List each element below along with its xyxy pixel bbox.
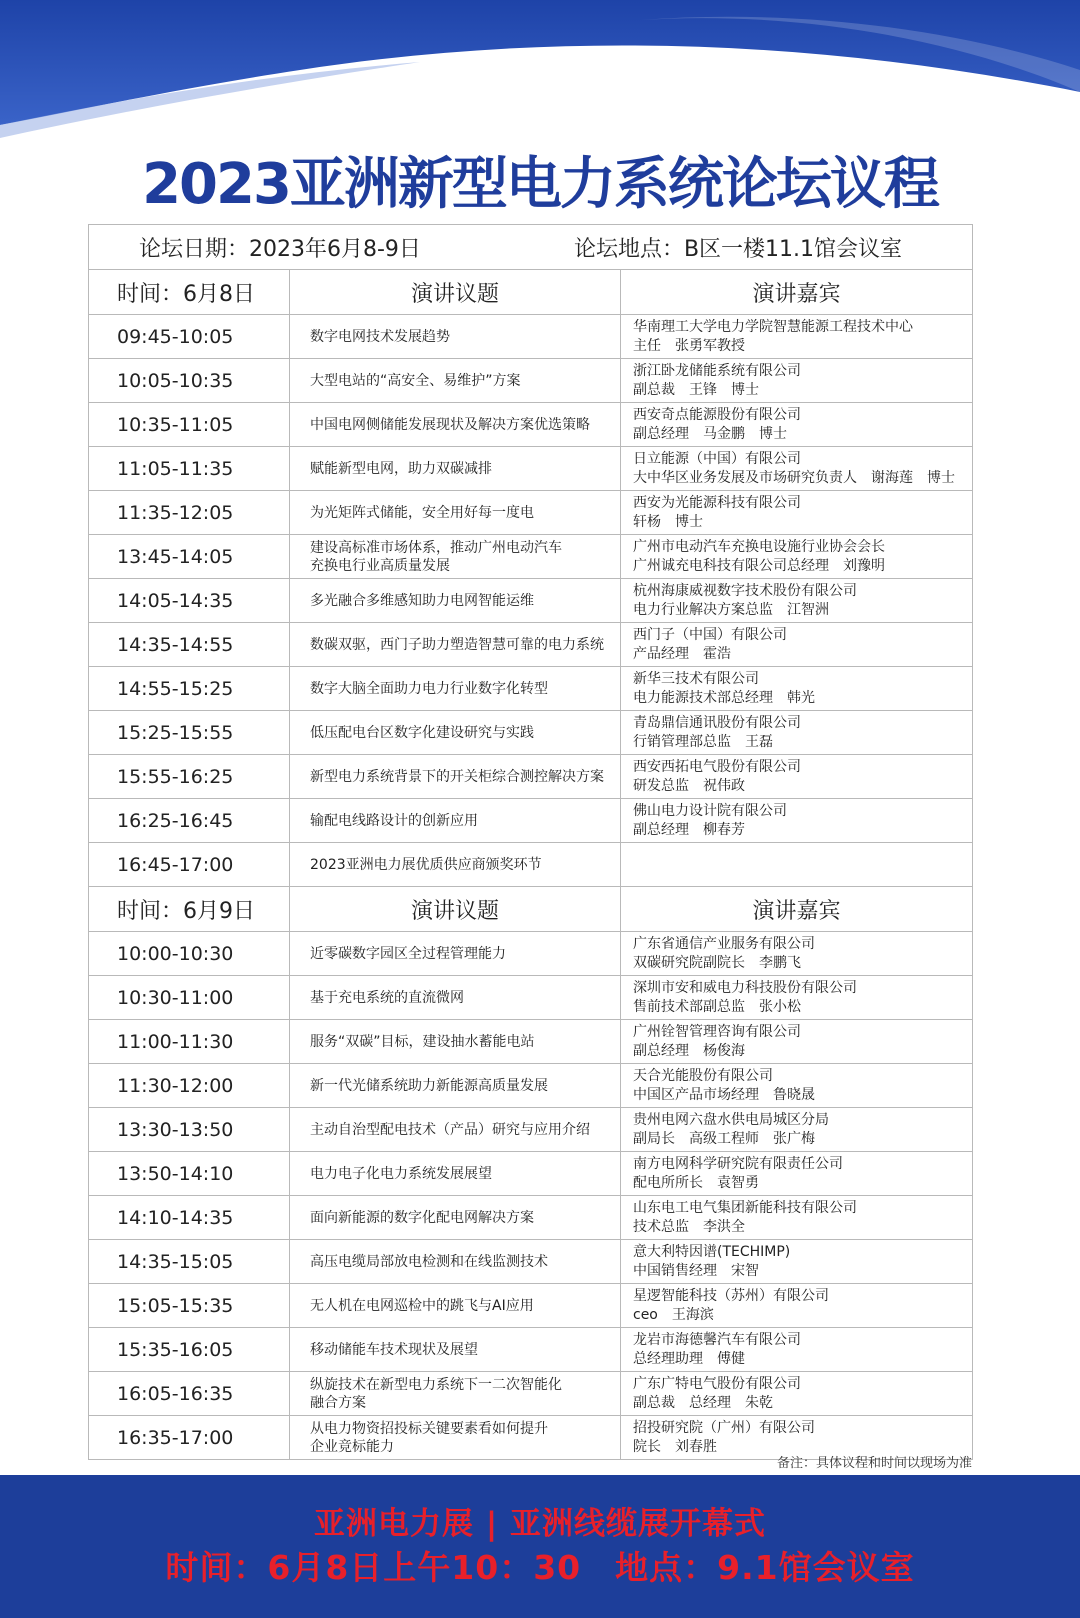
speaker-line: 副总经理 柳春芳 — [633, 821, 745, 838]
speaker-line: 副总裁 总经理 朱乾 — [633, 1394, 773, 1411]
agenda-row — [89, 976, 973, 1020]
topic-line: 中国电网侧储能发展现状及解决方案优选策略 — [310, 416, 590, 433]
session-topic — [290, 535, 621, 579]
session-topic — [290, 447, 621, 491]
topic-line: 低压配电台区数字化建设研究与实践 — [310, 724, 534, 741]
speaker-line: 青岛鼎信通讯股份有限公司 — [633, 714, 801, 731]
session-time: 14:05-14:35 — [89, 579, 290, 623]
topic-line: 电力电子化电力系统发展展望 — [310, 1165, 492, 1182]
speaker-line: 广东省通信产业服务有限公司 — [633, 935, 815, 952]
session-time: 13:45-14:05 — [89, 535, 290, 579]
session-time: 09:45-10:05 — [89, 315, 290, 359]
session-speaker — [621, 1372, 973, 1416]
session-time: 16:05-16:35 — [89, 1372, 290, 1416]
topic-line: 数字电网技术发展趋势 — [310, 328, 450, 345]
agenda-row — [89, 667, 973, 711]
speaker-line: 西门子（中国）有限公司 — [633, 626, 787, 643]
agenda-row — [89, 623, 973, 667]
session-time: 11:00-11:30 — [89, 1020, 290, 1064]
session-topic — [290, 1284, 621, 1328]
speaker-line: 行销管理部总监 王磊 — [633, 733, 773, 750]
day-time-header: 时间：6月8日 — [89, 270, 290, 315]
agenda-row — [89, 1152, 973, 1196]
speaker-line: 院长 刘春胜 — [633, 1438, 717, 1455]
speaker-line: 总经理助理 傅健 — [633, 1350, 745, 1367]
forum-info-row — [89, 225, 973, 270]
topic-line: 数碳双驱，西门子助力塑造智慧可靠的电力系统 — [310, 636, 604, 653]
session-speaker — [621, 932, 973, 976]
speaker-line: 广州诚充电科技有限公司总经理 刘豫明 — [633, 557, 885, 574]
session-speaker — [621, 1196, 973, 1240]
session-speaker — [621, 1064, 973, 1108]
session-time: 14:35-14:55 — [89, 623, 290, 667]
session-speaker — [621, 403, 973, 447]
session-topic — [290, 1108, 621, 1152]
session-speaker — [621, 976, 973, 1020]
topic-line: 数字大脑全面助力电力行业数字化转型 — [310, 680, 548, 697]
topic-line: 主动自治型配电技术（产品）研究与应用介绍 — [310, 1121, 590, 1138]
speaker-line: 龙岩市海德馨汽车有限公司 — [633, 1331, 801, 1348]
session-speaker — [621, 843, 973, 887]
speaker-line: 杭州海康威视数字技术股份有限公司 — [633, 582, 857, 599]
topic-line: 为光矩阵式储能，安全用好每一度电 — [310, 504, 534, 521]
session-speaker — [621, 711, 973, 755]
speaker-header: 演讲嘉宾 — [621, 270, 973, 315]
agenda-row — [89, 447, 973, 491]
session-speaker — [621, 1284, 973, 1328]
speaker-line: 广东广特电气股份有限公司 — [633, 1375, 801, 1392]
topic-line: 企业竞标能力 — [310, 1438, 394, 1455]
session-topic — [290, 932, 621, 976]
topic-line: 高压电缆局部放电检测和在线监测技术 — [310, 1253, 548, 1270]
agenda-row — [89, 579, 973, 623]
session-topic — [290, 711, 621, 755]
speaker-line: 日立能源（中国）有限公司 — [633, 450, 801, 467]
session-topic — [290, 1064, 621, 1108]
session-time: 15:55-16:25 — [89, 755, 290, 799]
day-header-row — [89, 887, 973, 932]
topic-line: 新一代光储系统助力新能源高质量发展 — [310, 1077, 548, 1094]
session-topic — [290, 579, 621, 623]
session-time: 11:05-11:35 — [89, 447, 290, 491]
topic-line: 赋能新型电网，助力双碳减排 — [310, 460, 492, 477]
agenda-row — [89, 359, 973, 403]
agenda-row — [89, 315, 973, 359]
session-topic — [290, 1372, 621, 1416]
session-topic — [290, 359, 621, 403]
agenda-row — [89, 491, 973, 535]
speaker-line: 电力行业解决方案总监 江智洲 — [633, 601, 829, 618]
session-topic — [290, 1328, 621, 1372]
speaker-header: 演讲嘉宾 — [621, 887, 973, 932]
session-speaker — [621, 1020, 973, 1064]
session-speaker — [621, 755, 973, 799]
session-topic — [290, 1416, 621, 1460]
speaker-line: 研发总监 祝伟政 — [633, 777, 745, 794]
session-speaker — [621, 799, 973, 843]
speaker-line: 双碳研究院副院长 李鹏飞 — [633, 954, 801, 971]
topic-line: 面向新能源的数字化配电网解决方案 — [310, 1209, 534, 1226]
session-topic — [290, 315, 621, 359]
topic-line: 充换电行业高质量发展 — [310, 557, 450, 574]
agenda-row — [89, 403, 973, 447]
session-topic — [290, 799, 621, 843]
opening-ceremony-title: 亚洲电力展 | 亚洲线缆展开幕式 — [314, 1506, 766, 1542]
session-topic — [290, 403, 621, 447]
speaker-line: 产品经理 霍浩 — [633, 645, 731, 662]
session-time: 11:30-12:00 — [89, 1064, 290, 1108]
opening-ceremony-details: 时间：6月8日上午10：30 地点：9.1馆会议室 — [165, 1548, 915, 1587]
session-speaker — [621, 491, 973, 535]
forum-date: 论坛日期：2023年6月8-9日 — [139, 236, 421, 262]
session-speaker — [621, 1152, 973, 1196]
agenda-row — [89, 843, 973, 887]
speaker-line: 售前技术部副总监 张小松 — [633, 998, 801, 1015]
speaker-line: 主任 张勇军教授 — [633, 337, 745, 354]
topic-header: 演讲议题 — [290, 270, 621, 315]
session-topic — [290, 1152, 621, 1196]
speaker-line: 电力能源技术部总经理 韩光 — [633, 689, 815, 706]
speaker-line: ceo 王海滨 — [633, 1306, 714, 1323]
agenda-row — [89, 1240, 973, 1284]
agenda-row — [89, 932, 973, 976]
session-time: 14:35-15:05 — [89, 1240, 290, 1284]
topic-line: 服务“双碳”目标，建设抽水蓄能电站 — [310, 1033, 535, 1050]
topic-line: 新型电力系统背景下的开关柜综合测控解决方案 — [310, 768, 604, 785]
speaker-line: 副总裁 王锋 博士 — [633, 381, 759, 398]
session-time: 15:35-16:05 — [89, 1328, 290, 1372]
session-time: 10:35-11:05 — [89, 403, 290, 447]
session-time: 14:10-14:35 — [89, 1196, 290, 1240]
speaker-line: 中国区产品市场经理 鲁晓晟 — [633, 1086, 815, 1103]
session-time: 10:05-10:35 — [89, 359, 290, 403]
speaker-line: 广州市电动汽车充换电设施行业协会会长 — [633, 538, 885, 555]
speaker-line: 深圳市安和威电力科技股份有限公司 — [633, 979, 857, 996]
session-speaker — [621, 1108, 973, 1152]
agenda-row — [89, 711, 973, 755]
topic-line: 移动储能车技术现状及展望 — [310, 1341, 478, 1358]
speaker-line: 天合光能股份有限公司 — [633, 1067, 773, 1084]
speaker-line: 西安奇点能源股份有限公司 — [633, 406, 801, 423]
speaker-line: 广州铨智管理咨询有限公司 — [633, 1023, 801, 1040]
agenda-row — [89, 755, 973, 799]
agenda-row — [89, 1328, 973, 1372]
speaker-line: 技术总监 李洪全 — [633, 1218, 745, 1235]
session-speaker — [621, 535, 973, 579]
topic-line: 建设高标准市场体系，推动广州电动汽车 — [310, 539, 562, 556]
session-time: 15:05-15:35 — [89, 1284, 290, 1328]
session-speaker — [621, 1328, 973, 1372]
session-topic — [290, 755, 621, 799]
session-topic — [290, 491, 621, 535]
speaker-line: 副总经理 杨俊海 — [633, 1042, 745, 1059]
day-time-header: 时间：6月9日 — [89, 887, 290, 932]
topic-line: 近零碳数字园区全过程管理能力 — [310, 945, 506, 962]
header-wave-decoration — [0, 0, 1080, 140]
agenda-row — [89, 1108, 973, 1152]
topic-line: 大型电站的“高安全、易维护”方案 — [310, 372, 521, 389]
session-time: 10:30-11:00 — [89, 976, 290, 1020]
page-title: 2023亚洲新型电力系统论坛议程 — [142, 152, 938, 217]
speaker-line: 意大利特因谱(TECHIMP) — [633, 1243, 791, 1260]
day-header-row — [89, 270, 973, 315]
speaker-line: 西安西拓电气股份有限公司 — [633, 758, 801, 775]
session-topic — [290, 623, 621, 667]
session-speaker — [621, 315, 973, 359]
speaker-line: 副总经理 马金鹏 博士 — [633, 425, 787, 442]
topic-header: 演讲议题 — [290, 887, 621, 932]
session-speaker — [621, 579, 973, 623]
topic-line: 2023亚洲电力展优质供应商颁奖环节 — [310, 856, 542, 873]
session-time: 13:30-13:50 — [89, 1108, 290, 1152]
speaker-line: 西安为光能源科技有限公司 — [633, 494, 801, 511]
topic-line: 输配电线路设计的创新应用 — [310, 812, 478, 829]
topic-line: 从电力物资招投标关键要素看如何提升 — [310, 1420, 548, 1437]
session-time: 16:45-17:00 — [89, 843, 290, 887]
agenda-table — [88, 224, 972, 1460]
speaker-line: 山东电工电气集团新能科技有限公司 — [633, 1199, 857, 1216]
session-speaker — [621, 623, 973, 667]
speaker-line: 招投研究院（广州）有限公司 — [633, 1419, 815, 1436]
session-time: 14:55-15:25 — [89, 667, 290, 711]
agenda-row — [89, 535, 973, 579]
speaker-line: 大中华区业务发展及市场研究负责人 谢海莲 博士 — [633, 469, 955, 486]
session-time: 13:50-14:10 — [89, 1152, 290, 1196]
session-time: 10:00-10:30 — [89, 932, 290, 976]
speaker-line: 星逻智能科技（苏州）有限公司 — [633, 1287, 829, 1304]
speaker-line: 华南理工大学电力学院智慧能源工程技术中心 — [633, 318, 913, 335]
session-speaker — [621, 447, 973, 491]
session-topic — [290, 1196, 621, 1240]
session-topic — [290, 1020, 621, 1064]
speaker-line: 中国销售经理 宋智 — [633, 1262, 759, 1279]
speaker-line: 新华三技术有限公司 — [633, 670, 759, 687]
agenda-row — [89, 799, 973, 843]
speaker-line: 副局长 高级工程师 张广梅 — [633, 1130, 815, 1147]
topic-line: 无人机在电网巡检中的跳飞与AI应用 — [310, 1297, 534, 1314]
topic-line: 多光融合多维感知助力电网智能运维 — [310, 592, 534, 609]
session-topic — [290, 667, 621, 711]
speaker-line: 贵州电网六盘水供电局城区分局 — [633, 1111, 829, 1128]
speaker-line: 配电所所长 袁智勇 — [633, 1174, 759, 1191]
session-time: 16:35-17:00 — [89, 1416, 290, 1460]
agenda-row — [89, 1064, 973, 1108]
speaker-line: 轩杨 博士 — [633, 513, 703, 530]
speaker-line: 佛山电力设计院有限公司 — [633, 802, 787, 819]
session-time: 11:35-12:05 — [89, 491, 290, 535]
agenda-note: 备注：具体议程和时间以现场为准 — [776, 1456, 972, 1471]
topic-line: 融合方案 — [310, 1394, 366, 1411]
agenda-row — [89, 1372, 973, 1416]
speaker-line: 南方电网科学研究院有限责任公司 — [633, 1155, 843, 1172]
speaker-line: 浙江卧龙储能系统有限公司 — [633, 362, 801, 379]
session-time: 16:25-16:45 — [89, 799, 290, 843]
session-topic — [290, 1240, 621, 1284]
session-time: 15:25-15:55 — [89, 711, 290, 755]
topic-line: 基于充电系统的直流微网 — [310, 989, 464, 1006]
agenda-row — [89, 1020, 973, 1064]
agenda-row — [89, 1196, 973, 1240]
session-speaker — [621, 1240, 973, 1284]
session-topic — [290, 976, 621, 1020]
session-speaker — [621, 667, 973, 711]
agenda-row — [89, 1284, 973, 1328]
forum-location: 论坛地点：B区一楼11.1馆会议室 — [573, 236, 903, 262]
session-speaker — [621, 359, 973, 403]
topic-line: 纵旋技术在新型电力系统下一二次智能化 — [310, 1376, 562, 1393]
session-topic — [290, 843, 621, 887]
